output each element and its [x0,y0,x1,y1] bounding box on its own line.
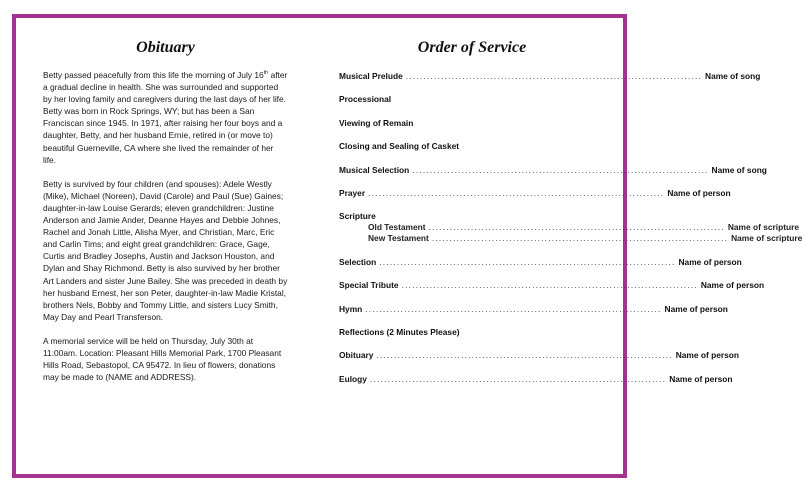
leader-dots: .................................................................................... [428,222,725,233]
obituary-p1-superscript: th [263,70,269,77]
service-label: Obituary [339,350,374,361]
service-label: Hymn [339,303,363,314]
service-value: Name of person [669,373,733,384]
service-label: Scripture [339,211,376,222]
service-item-selection [339,256,742,268]
obituary-p1-rest: after a gradual decline in health. She was surrounded and supported by her loving family and caregivers during the last days of her life. Betty was born in Rock Springs, WY; but has been a San Franciscan since 1945. In 1971, after raising her four boys and a daughter, Betty, and her husband Ernie, retired in (or move to) beautiful Guerneville, CA where she lived the remainder of her life. [43,70,288,165]
service-label: Old Testament [368,222,426,233]
service-item-musical-prelude [339,71,761,82]
service-value: Name of person [678,256,742,267]
service-label: Musical Prelude [339,71,403,81]
obituary-title: Obituary [136,39,195,56]
service-label: Reflections (2 Minutes Please) [339,326,460,337]
leader-dots: .................................................................................... [369,373,667,384]
obituary-paragraph-1 [43,69,288,166]
service-value: Name of person [664,303,728,314]
service-item-hymn [339,303,728,315]
obituary-column [43,39,288,395]
leader-dots: .................................................................................... [368,187,665,198]
obituary-paragraph-2: Betty is survived by four children (and spouses): Adele Westly (Mike), Michael (Noreen), David (Carole) and Paul (Sue) Gaines; daughter-in-law Louise Gerards; eleven grandchildren: Justine Anderson and Jamie Ander, Deanne Hayes and Debbie Johnes, Rachel and Jonah Little, Alisha Myer, and Christian, Marc, Eric and Carlin Tims; and eight great grandchildren: Grace, Gage, Curtis and Bradley Josephs, Austin and Jackson Houston, and Dylan and Shay Richmond. Betty is also survived by her brother Art Landers and sister June Bailey. She was preceded in death by her husband Ernest, her son Peter, daughter-in-law Madie Kristal, brothers Nels, Bobby and Tommy Little, and sisters Lucy Smith, May Day and Pearl Transferson. [43,178,288,322]
leader-dots: .................................................................................... [365,303,662,314]
service-label: Viewing of Remain [339,117,414,128]
service-value: Name of person [667,187,731,198]
service-label: Processional [339,94,392,105]
service-item-scripture [339,211,605,222]
service-item-musical-selection [339,164,767,176]
service-value: Name of song [711,164,767,175]
service-item-new-testament [339,233,802,244]
leader-dots: .................................................................................... [431,233,729,244]
obituary-paragraph-3: A memorial service will be held on Thursday, July 30th at 11:00am. Location: Pleasant Hills Memorial Park, 1700 Pleasant Hills Road, Sebastopol, CA 95472. In lieu of flowers, donations may be made to (NAME and ADDRESS). [43,335,282,383]
service-label: Musical Selection [339,164,410,175]
service-item-special-tribute [339,280,765,291]
service-item-viewing [339,118,605,129]
service-label: Closing and Sealing of Casket [339,141,460,152]
service-item-reflections [339,327,605,338]
leader-dots: .................................................................................... [401,280,698,291]
leader-dots: .................................................................................... [379,256,676,267]
service-item-eulogy [339,373,733,385]
service-label: Selection [339,256,377,267]
service-item-prayer [339,187,731,199]
service-label: Special Tribute [339,280,399,291]
service-item-closing [339,141,605,152]
order-of-service-column [339,39,802,385]
service-item-old-testament [339,222,800,233]
service-item-obituary [339,350,739,361]
service-item-processional [339,94,605,105]
service-value: Name of scripture [731,233,802,244]
leader-dots: .................................................................................... [405,71,703,81]
service-value: Name of person [675,350,739,361]
service-value: Name of song [705,71,761,81]
service-label: Prayer [339,187,366,198]
service-label: Eulogy [339,373,367,384]
leader-dots: .................................................................................... [376,350,673,361]
service-value: Name of scripture [727,222,800,233]
obituary-p1-start: Betty passed peacefully from this life the morning of July 16 [43,70,264,80]
service-value: Name of person [700,280,765,291]
service-label: New Testament [368,233,429,244]
order-of-service-title: Order of Service [417,39,527,56]
leader-dots: .................................................................................... [412,164,709,175]
